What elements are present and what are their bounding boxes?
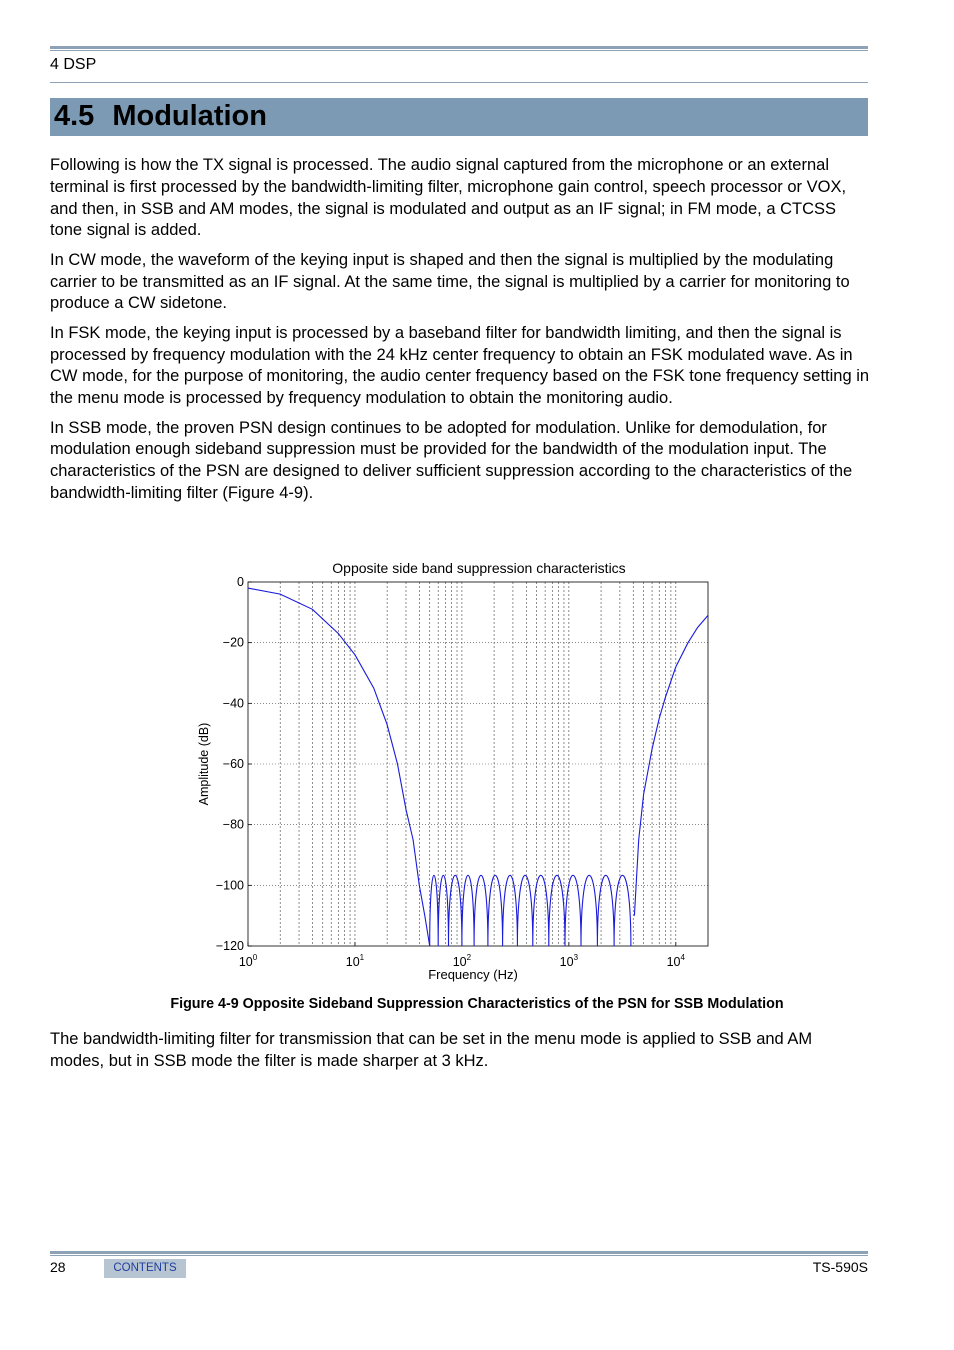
chart-title: Opposite side band suppression characteristics (332, 560, 626, 576)
stopband-ripple-line (430, 875, 631, 946)
suppression-chart (190, 552, 730, 992)
figure-4-9 (190, 552, 730, 992)
paragraph-bandwidth: The bandwidth-limiting filter for transmission that can be set in the menu mode is applied to SSB and AM modes, but in SSB mode the filter is made sharper at 3 kHz. (50, 1030, 813, 1070)
x-tick-label: $10^4$ (666, 953, 685, 969)
header-rule-thin (50, 50, 868, 51)
paragraph-tx: Following is how the TX signal is processed. The audio signal captured from the microphone or an external terminal is first processed by the bandwidth-limiting filter, microphone gain control, speech processor or VOX, and then, in SSB and AM modes, the signal is modulated and output as an IF signal; in FM mode, a CTCSS tone signal is added. (50, 156, 847, 240)
y-tick-label: −80 (222, 817, 244, 832)
section-heading-bar (50, 98, 868, 136)
x-axis-label: Frequency (Hz) (428, 967, 518, 982)
paragraph-fsk: In FSK mode, the keying input is processed by a baseband filter for bandwidth limiting, and then the signal is processed by frequency modulation with the 24 kHz center frequency to obtain an FSK modulated wave. As in CW mode, for the purpose of monitoring, the audio center frequency based on the FSK tone frequency setting in the menu mode is processed by frequency modulation to obtain the monitoring audio. (50, 323, 870, 408)
y-tick-label: −120 (215, 939, 244, 953)
figure-caption: Figure 4-9 Opposite Sideband Suppression Characteristics of the PSN for SSB Modulation (170, 996, 784, 1012)
model-name: TS-590S (812, 1259, 868, 1275)
footer-rule-thin (50, 1255, 868, 1256)
y-axis-ticks (216, 575, 252, 953)
page-number: 28 (50, 1259, 66, 1275)
body-text (50, 155, 870, 512)
header-rule (50, 46, 868, 49)
y-tick-label: −60 (222, 757, 244, 771)
y-tick-label: −20 (222, 635, 244, 650)
section-number: 4.5 (54, 100, 95, 132)
paragraph-cw: In CW mode, the waveform of the keying input is shaped and then the signal is multiplied by the modulating carrier to be transmitted as an IF signal. At the same time, the signal is multiplied by a carrier for monitoring to produce a CW sidetone. (50, 250, 850, 313)
body-text-after (50, 1029, 870, 1073)
y-tick-label: −40 (222, 696, 244, 711)
y-tick-label: 0 (237, 575, 244, 589)
section-title-text: Modulation (112, 100, 267, 132)
section-title (54, 99, 267, 133)
x-tick-label: $10^3$ (559, 953, 579, 969)
chart-series (248, 588, 708, 946)
footer-rule (50, 1251, 868, 1254)
y-axis-label: Amplitude (dB) (197, 722, 211, 806)
paragraph-ssb: In SSB mode, the proven PSN design continues to be adopted for modulation. Unlike for demodulation, for modulation enough sideband suppression must be provided for the bandwidth of the modulation input. The characteristics of the PSN are designed to deliver sufficient suppression according to the characteristics of the bandwidth-limiting filter (Figure 4-9). (50, 418, 853, 502)
chart-grid (248, 582, 708, 946)
series-line (248, 588, 430, 946)
x-tick-label: $10^0$ (238, 953, 258, 969)
x-tick-label: $10^1$ (345, 953, 365, 969)
y-tick-label: −100 (215, 878, 244, 893)
contents-button[interactable]: CONTENTS (104, 1259, 186, 1278)
header-divider (50, 82, 868, 83)
chapter-label: 4 DSP (50, 56, 97, 73)
x-tick-label: $10^2$ (452, 953, 472, 969)
